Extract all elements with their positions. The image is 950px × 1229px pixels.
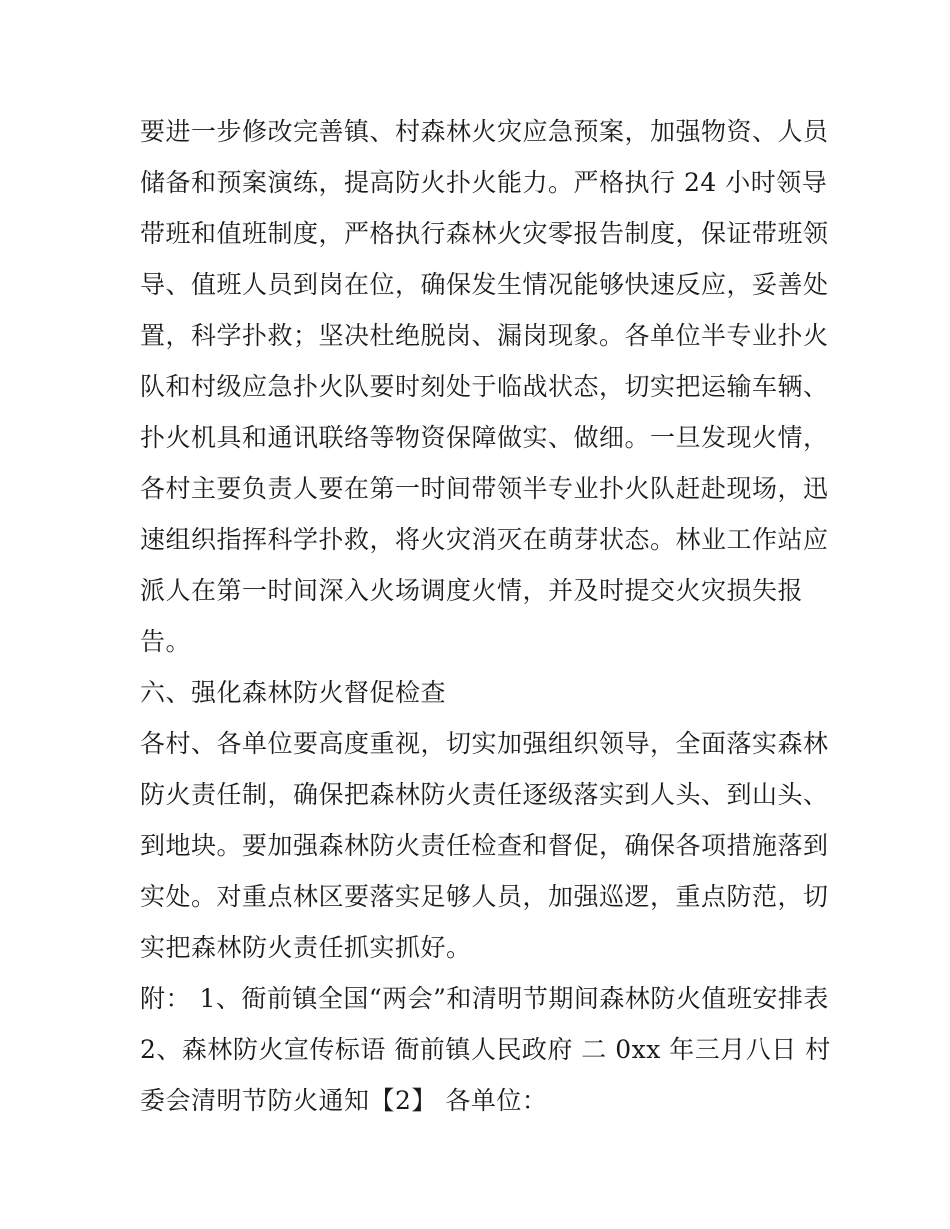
- document-body: [140, 106, 831, 1126]
- body-line-8: 各村主要负责人要在第一时间带领半专业扑火队赶赴现场，迅: [140, 474, 829, 503]
- attachment-line-2: 2、森林防火宣传标语 衙前镇人民政府 二 0xx 年三月八日 村: [140, 1035, 831, 1064]
- body-line-14: 防火责任制，确保把森林防火责任逐级落实到人头、到山头、: [140, 780, 829, 809]
- section-heading: 六、强化森林防火督促检查: [140, 678, 447, 707]
- body-line-17: 实把森林防火责任抓实抓好。: [140, 933, 472, 962]
- body-line-15: 到地块。要加强森林防火责任检查和督促，确保各项措施落到: [140, 831, 829, 860]
- body-line-10: 派人在第一时间深入火场调度火情，并及时提交火灾损失报: [140, 576, 804, 605]
- attachment-line-1: 附： 1、衙前镇全国“两会”和清明节期间森林防火值班安排表: [140, 984, 829, 1013]
- body-line-16: 实处。对重点林区要落实足够人员，加强巡逻，重点防范，切: [140, 882, 829, 911]
- body-line-2: 储备和预案演练，提高防火扑火能力。严格执行 24 小时领导: [140, 168, 828, 197]
- body-line-1: 要进一步修改完善镇、村森林火灾应急预案，加强物资、人员: [140, 117, 829, 146]
- body-line-7: 扑火机具和通讯联络等物资保障做实、做细。一旦发现火情，: [140, 423, 829, 452]
- body-line-6: 队和村级应急扑火队要时刻处于临战状态，切实把运输车辆、: [140, 372, 829, 401]
- body-line-13: 各村、各单位要高度重视，切实加强组织领导，全面落实森林: [140, 729, 829, 758]
- body-line-5: 置，科学扑救；坚决杜绝脱岗、漏岗现象。各单位半专业扑火: [140, 321, 829, 350]
- body-line-11: 告。: [140, 627, 192, 656]
- body-line-9: 速组织指挥科学扑救，将火灾消灭在萌芽状态。林业工作站应: [140, 525, 829, 554]
- body-line-4: 导、值班人员到岗在位，确保发生情况能够快速反应，妥善处: [140, 270, 829, 299]
- attachment-line-3: 委会清明节防火通知【2】 各单位：: [140, 1086, 548, 1115]
- body-line-3: 带班和值班制度，严格执行森林火灾零报告制度，保证带班领: [140, 219, 829, 248]
